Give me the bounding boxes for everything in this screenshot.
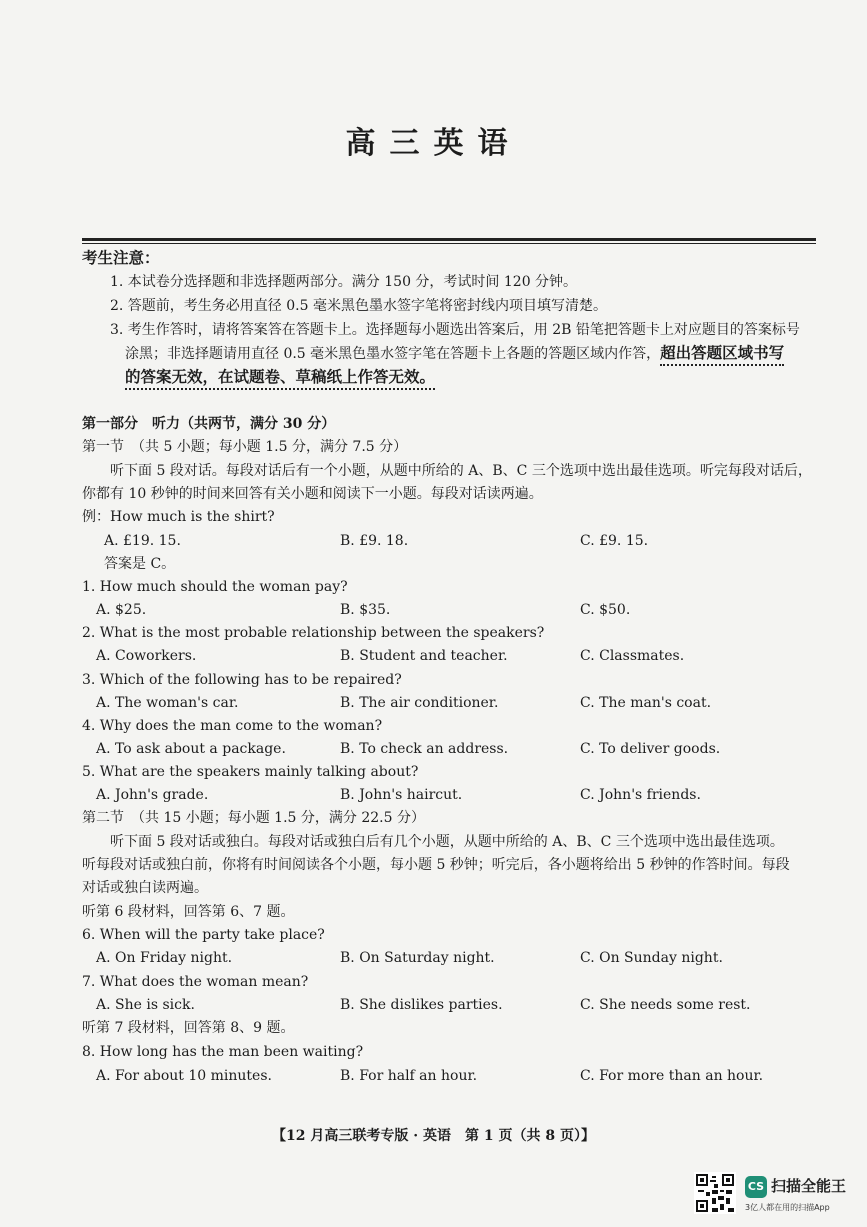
q2-option-c: C. Classmates. [580,648,685,664]
q6-option-c: C. On Sunday night. [580,950,723,966]
section2-instruction-1: 听下面 5 段对话或独白。每段对话或独白后有几个小题，从题中所给的 A、B、C 三个选项中选出最佳选项。 [110,834,784,850]
example-option-c: C. £9. 15. [580,533,649,549]
q5-option-b: B. John's haircut. [340,787,463,803]
question-1: 1. How much should the woman pay? [82,579,348,595]
notice-item-2: 2. 答题前，考生务必用直径 0.5 毫米黑色墨水签字笔将密封线内项目填写清楚。 [110,298,607,314]
notice-emphasis-2-text: 的答案无效，在试题卷、草稿纸上作答无效。 [125,367,435,390]
question-3: 3. Which of the following has to be repaired? [82,672,402,688]
q3-option-b: B. The air conditioner. [340,695,499,711]
camscanner-logo-icon: CS [745,1176,767,1198]
notice-item-3-text: 涂黑；非选择题请用直径 0.5 毫米黑色墨水签字笔在答题卡上各题的答题区域内作答， [125,346,661,362]
q7-option-b: B. She dislikes parties. [340,997,503,1013]
question-4: 4. Why does the man come to the woman? [82,718,383,734]
example-answer: 答案是 C。 [104,556,176,572]
section2-heading: 第二节 （共 15 小题；每小题 1.5 分，满分 22.5 分） [82,810,425,826]
q5-option-c: C. John's friends. [580,787,701,803]
q3-option-a: A. The woman's car. [96,695,239,711]
q8-option-a: A. For about 10 minutes. [96,1068,272,1084]
question-8: 8. How long has the man been waiting? [82,1044,364,1060]
scanner-app-name: 扫描全能王 [771,1177,847,1195]
q1-option-b: B. $35. [340,602,391,618]
page-footer: 【12 月高三联考专版 · 英语 第 1 页（共 8 页）】 [272,1128,595,1144]
q1-option-a: A. $25. [96,602,147,618]
material-6-label: 听第 6 段材料，回答第 6、7 题。 [82,904,295,920]
part1-heading: 第一部分 听力（共两节，满分 30 分） [82,416,336,432]
q6-option-a: A. On Friday night. [96,950,233,966]
q3-option-c: C. The man's coat. [580,695,712,711]
q6-option-b: B. On Saturday night. [340,950,495,966]
section1-instruction-2: 你都有 10 秒钟的时间来回答有关小题和阅读下一小题。每段对话读两遍。 [82,486,543,502]
q5-option-a: A. John's grade. [96,787,209,803]
q1-option-c: C. $50. [580,602,631,618]
example-option-b: B. £9. 18. [340,533,409,549]
question-6: 6. When will the party take place? [82,927,325,943]
notice-heading: 考生注意： [82,248,160,267]
notice-emphasis-1: 超出答题区域书写 [660,343,784,366]
header-rule-thin [82,243,816,244]
q4-option-c: C. To deliver goods. [580,741,721,757]
material-7-label: 听第 7 段材料，回答第 8、9 题。 [82,1020,295,1036]
q7-option-c: C. She needs some rest. [580,997,751,1013]
scanner-tagline: 3亿人都在用的扫描App [745,1203,830,1212]
notice-item-3-cont [125,343,784,364]
q4-option-b: B. To check an address. [340,741,509,757]
q8-option-b: B. For half an hour. [340,1068,478,1084]
example-option-a: A. £19. 15. [104,533,181,549]
q7-option-a: A. She is sick. [96,997,195,1013]
page-title: 高三英语 [345,126,522,161]
example-question: 例：How much is the shirt? [82,509,275,525]
q4-option-a: A. To ask about a package. [96,741,286,757]
q2-option-a: A. Coworkers. [96,648,197,664]
question-2: 2. What is the most probable relationship between the speakers? [82,625,545,641]
section1-heading: 第一节 （共 5 小题；每小题 1.5 分，满分 7.5 分） [82,439,408,455]
q2-option-b: B. Student and teacher. [340,648,508,664]
notice-item-1: 1. 本试卷分选择题和非选择题两部分。满分 150 分，考试时间 120 分钟。 [110,274,578,290]
notice-emphasis-2 [125,367,435,387]
question-7: 7. What does the woman mean? [82,974,309,990]
q8-option-c: C. For more than an hour. [580,1068,764,1084]
header-rule-thick [82,238,816,241]
notice-item-3: 3. 考生作答时，请将答案答在答题卡上。选择题每小题选出答案后，用 2B 铅笔把答题卡上对应题目的答案标号 [110,322,800,338]
qr-code-icon [694,1172,736,1214]
section1-instruction-1: 听下面 5 段对话。每段对话后有一个小题，从题中所给的 A、B、C 三个选项中选出最佳选项。听完每段对话后， [110,463,812,479]
question-5: 5. What are the speakers mainly talking about? [82,764,419,780]
section2-instruction-2: 听每段对话或独白前，你将有时间阅读各个小题，每小题 5 秒钟；听完后，各小题将给出 5 秒钟的作答时间。每段 [82,857,790,873]
section2-instruction-3: 对话或独白读两遍。 [82,880,208,896]
